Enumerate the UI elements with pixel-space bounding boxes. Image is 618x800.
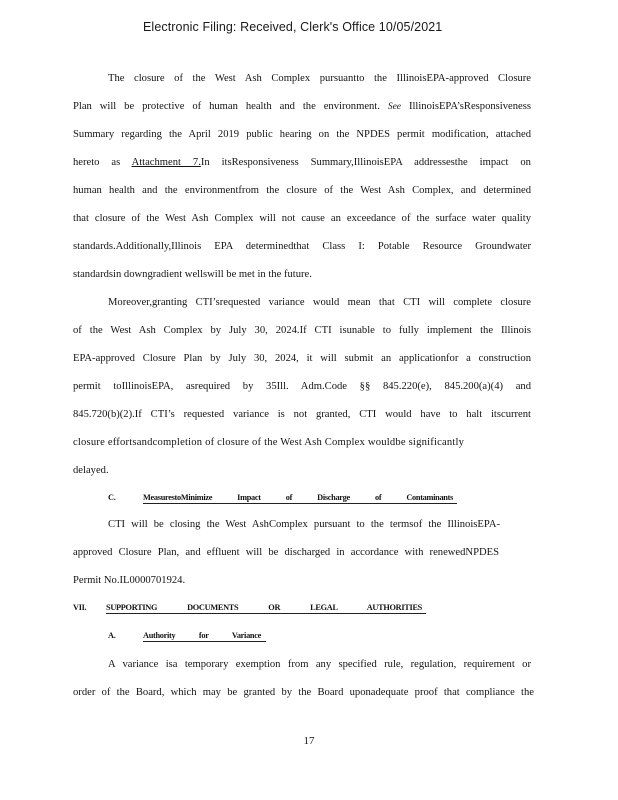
section-a-line1: A variance isa temporary exemption from any specified rule, regulation, requirement or <box>108 659 531 670</box>
para2-line4: permit toIllinoisEPA, asrequired by 35Ill. Adm.Code §§ 845.220(e), 845.200(a)(4) and <box>73 381 531 392</box>
section-a-line2: order of the Board, which may be granted by the Board uponadequate proof that compliance the <box>73 687 534 698</box>
para1-line3: Summary regarding the April 2019 public hearing on the NPDES permit modification, attached <box>73 129 531 140</box>
section-vii-number: VII. <box>73 603 87 612</box>
para1-line1: The closure of the West Ash Complex pursuantto the IllinoisEPA-approved Closure <box>108 73 531 84</box>
para1-line2 <box>73 101 531 112</box>
para2-line6: closure effortsandcompletion of closure of the West Ash Complex wouldbe significantly <box>73 437 465 448</box>
para1-line4 <box>73 157 531 168</box>
filing-stamp-header: Electronic Filing: Received, Clerk's Office 10/05/2021 <box>143 20 443 34</box>
section-c-line2: approved Closure Plan, and effluent will be discharged in accordance with renewedNPDES <box>73 547 499 558</box>
para1-line4-lead: hereto as <box>73 157 121 168</box>
section-a-underline <box>143 641 266 642</box>
para1-line2-tail: IllinoisEPA’sResponsiveness <box>408 101 531 112</box>
section-c-line3: Permit No.IL0000701924. <box>73 575 186 586</box>
para2-line7: delayed. <box>73 465 109 476</box>
para1-line5: human health and the environmentfrom the closure of the West Ash Complex, and determined <box>73 185 531 196</box>
para1-line4-tail: In itsResponsiveness Summary,IllinoisEPA addressesthe impact on <box>200 157 531 168</box>
para1-line7: standards.Additionally,Illinois EPA determinedthat Class I: Potable Resource Groundwater <box>73 241 531 252</box>
para2-line1: Moreover,granting CTI’srequested variance would mean that CTI will complete closure <box>108 297 531 308</box>
para2-line3: EPA-approved Closure Plan by July 30, 2024, it will submit an applicationfor a construction <box>73 353 531 364</box>
page-number: 17 <box>303 735 315 747</box>
para2-line5: 845.720(b)(2).If CTI’s requested variance is not granted, CTI would have to halt itscurrent <box>73 409 531 420</box>
para1-line6: that closure of the West Ash Complex will not cause an exceedance of the surface water quality <box>73 213 531 224</box>
section-vii-underline <box>106 613 426 614</box>
para1-line2-text: Plan will be protective of human health and the environment. <box>73 101 380 112</box>
section-c-line1: CTI will be closing the West AshComplex pursuant to the termsof the IllinoisEPA- <box>108 519 500 530</box>
see-signal: See <box>387 102 402 112</box>
attachment-reference: Attachment 7. <box>131 157 201 168</box>
para1-line8: standardsin downgradient wellswill be met in the future. <box>73 269 312 280</box>
section-c-title: MeasurestoMinimize Impact of Discharge of Contaminants <box>143 493 453 502</box>
section-vii-title: SUPPORTING DOCUMENTS OR LEGAL AUTHORITIES <box>106 603 422 612</box>
section-a-letter: A. <box>108 631 116 640</box>
section-c-underline <box>143 503 457 504</box>
para2-line2: of the West Ash Complex by July 30, 2024.If CTI isunable to fully implement the Illinois <box>73 325 531 336</box>
section-c-letter: C. <box>108 493 116 502</box>
section-a-title: Authority for Variance <box>143 631 261 640</box>
